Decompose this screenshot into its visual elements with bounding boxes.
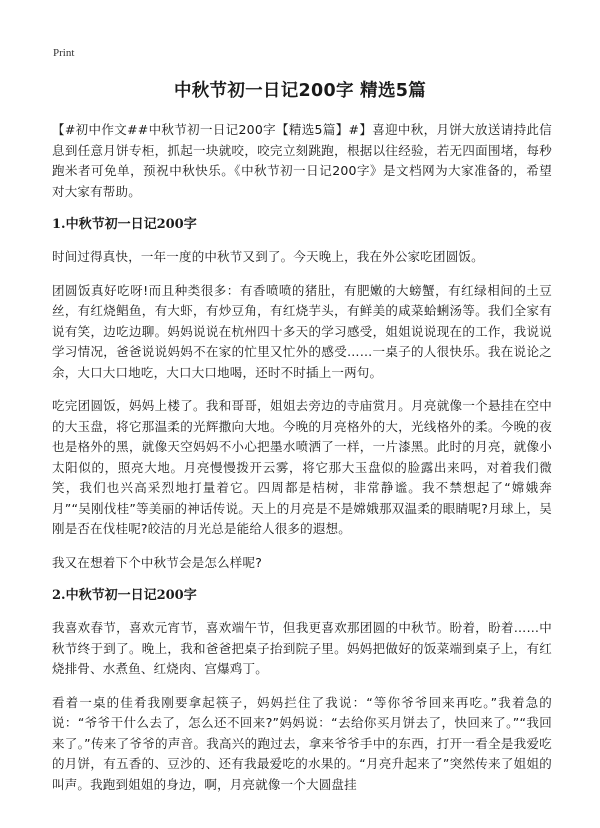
body-paragraph: 吃完团圆饭，妈妈上楼了。我和哥哥，姐姐去旁边的寺庙赏月。月亮就像一个悬挂在空中的大玉盘，将它那温柔的光辉撒向大地。今晚的月亮格外的大，光线格外的柔。今晚的夜也是格外的黑，就像天空妈妈不小心把墨水喷洒了一样，一片漆黑。此时的月亮，就像小太阳似的，照亮大地。月亮慢慢拨开云雾，将它那大玉盘似的脸露出来吗，对着我们微笑，我们也兴高采烈地打量着它。四周都是桔树，非常静谧。我不禁想起了“嫦娥奔月”“吴刚伐桂”等美丽的神话传说。天上的月亮是不是嫦娥那双温柔的眼睛呢?月球上，吴刚是否在伐桂呢?皎洁的月光总是能给人很多的遐想。 bbox=[52, 398, 552, 536]
article-body bbox=[52, 120, 552, 808]
section-heading: 2.中秋节初一日记200字 bbox=[52, 588, 197, 603]
page-title: 中秋节初一日记200字 精选5篇 bbox=[173, 81, 427, 101]
intro-paragraph: 【#初中作文##中秋节初一日记200字【精选5篇】#】喜迎中秋，月饼大放送请持此信息到任意月饼专柜，抓起一块就咬，咬完立刻跳跑，根据以往经验，若无四面围堵，每秒跑米者可免单，预祝中秋快乐。《中秋节初一日记200字》是文档网为大家准备的，希望对大家有帮助。 bbox=[52, 122, 552, 199]
section-heading: 1.中秋节初一日记200字 bbox=[52, 217, 197, 232]
body-paragraph: 时间过得真快，一年一度的中秋节又到了。今天晚上，我在外公家吃团圆饭。 bbox=[52, 249, 484, 264]
body-paragraph: 我又在想着下个中秋节会是怎么样呢? bbox=[52, 554, 263, 570]
body-paragraph: 看着一桌的佳肴我刚要拿起筷子，妈妈拦住了我说：“等你爷爷回来再吃。”我着急的说：“爷爷干什么去了，怎么还不回来?”妈妈说：“去给你买月饼去了，快回来了。”“我回来了。”传来了爷爷的声音。我高兴的跑过去，拿来爷爷手中的东西，打开一看全是我爱吃的月饼，有五香的、豆沙的、还有我最爱吃的水果的。“月亮升起来了”突然传来了姐姐的叫声。我跑到姐姐的身边，啊，月亮就像一个大圆盘挂 bbox=[52, 694, 552, 792]
body-paragraph: 我喜欢春节，喜欢元宵节，喜欢端午节，但我更喜欢那团圆的中秋节。盼着，盼着……中秋节终于到了。晚上，我和爸爸把桌子抬到院子里。妈妈把做好的饭菜端到桌子上，有红烧排骨、水煮鱼、红烧肉、宫爆鸡丁。 bbox=[52, 620, 552, 676]
body-paragraph: 团圆饭真好吃呀!而且种类很多：有香喷喷的猪肚，有肥嫩的大螃蟹，有红绿相间的土豆丝，有红烧鲳鱼，有大虾，有炒豆角，有红烧芋头，有鲜美的咸菜蛤蜊汤等。我们全家有说有笑，边吃边聊。妈妈说说在杭州四十多天的学习感受，姐姐说说现在的工作，我说说学习情况，爸爸说说妈妈不在家的忙里又忙外的感受……一桌子的人很快乐。我在说论之余，大口大口地吃，大口大口地喝，还时不时插上一两句。 bbox=[52, 282, 552, 380]
print-link[interactable]: Print bbox=[53, 47, 75, 59]
